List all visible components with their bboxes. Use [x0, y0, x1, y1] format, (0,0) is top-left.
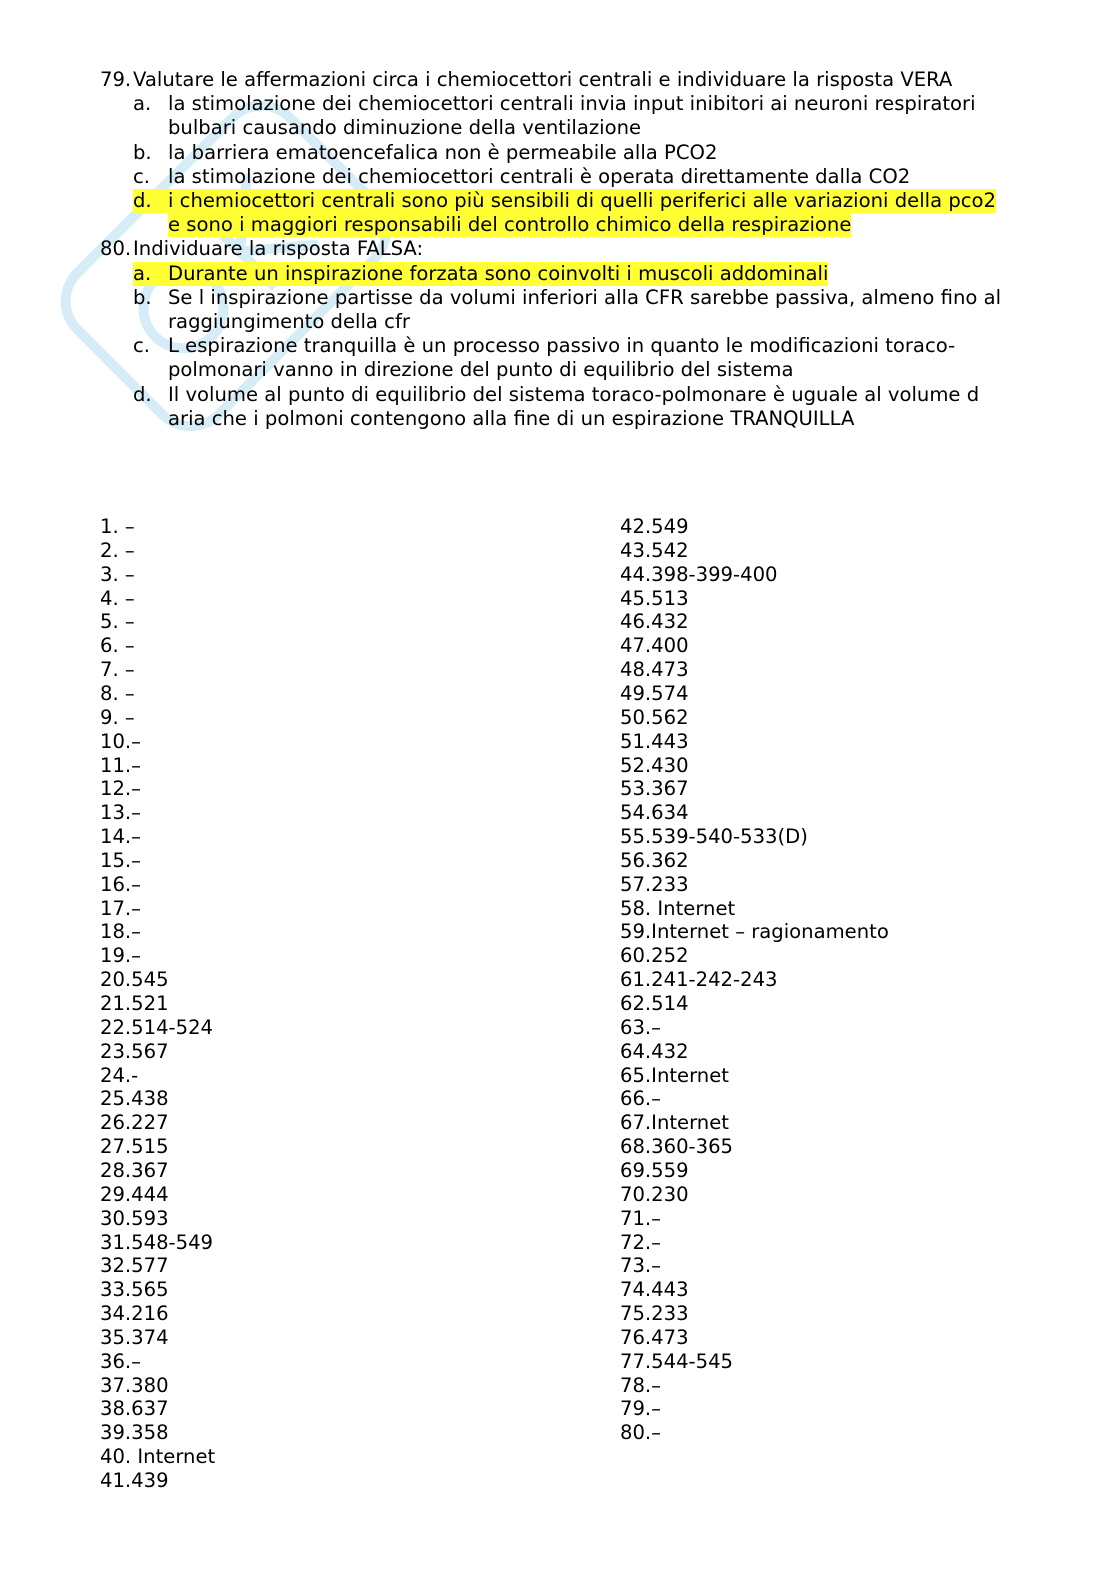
answer-item: 54.634: [620, 801, 689, 825]
option-text: Se l inspirazione partisse da volumi inferiori alla CFR sarebbe passiva, almeno fino al: [168, 285, 1002, 309]
answer-item: 35.374: [100, 1325, 169, 1349]
question-text: Individuare la risposta FALSA:: [133, 237, 424, 261]
option-text-highlighted: Durante un inspirazione forzata sono coinvolti i muscoli addominali: [168, 261, 829, 285]
answer-item: 31.548-549: [100, 1230, 214, 1254]
answer-item: 11.–: [100, 753, 141, 777]
answer-item: 48.473: [620, 658, 689, 682]
answer-item: 1. –: [100, 515, 135, 538]
answer-item: 38.637: [100, 1397, 169, 1421]
option-letter: c.: [133, 164, 151, 188]
answer-item: 79.–: [620, 1397, 661, 1421]
answer-item: 63.–: [620, 1015, 661, 1039]
answer-item: 7. –: [100, 658, 135, 682]
answer-item: 41.439: [100, 1469, 169, 1492]
answer-item: 70.230: [620, 1182, 689, 1206]
option-text-highlighted: i chemiocettori centrali sono più sensibili di quelli periferici alle variazioni della pco2: [168, 189, 996, 212]
option-letter: c.: [133, 334, 151, 358]
answer-item: 6. –: [100, 634, 135, 658]
option-text-highlighted: e sono i maggiori responsabili del controllo chimico della respirazione: [168, 213, 852, 237]
answer-item: 9. –: [100, 705, 135, 729]
answer-item: 28.367: [100, 1158, 169, 1182]
option-text: raggiungimento della cfr: [168, 310, 410, 333]
option-text: Il volume al punto di equilibrio del sistema toraco-polmonare è uguale al volume d: [168, 382, 980, 406]
answer-item: 29.444: [100, 1182, 169, 1206]
answer-item: 52.430: [620, 753, 689, 777]
answer-item: 71.–: [620, 1206, 661, 1230]
answer-item: 30.593: [100, 1206, 169, 1230]
option-text: polmonari vanno in direzione del punto di equilibrio del sistema: [168, 358, 794, 382]
answer-item: 13.–: [100, 801, 141, 825]
answer-item: 16.–: [100, 872, 141, 896]
answer-item: 17.–: [100, 896, 141, 920]
answer-item: 60.252: [620, 944, 689, 968]
answer-item: 59.Internet – ragionamento: [620, 920, 889, 944]
answer-item: 80.–: [620, 1421, 661, 1445]
option-text: la barriera ematoencefalica non è permeabile alla PCO2: [168, 140, 718, 164]
question-text: Valutare le affermazioni circa i chemiocettori centrali e individuare la risposta VERA: [133, 68, 953, 91]
answer-item: 23.567: [100, 1039, 169, 1063]
answer-item: 15.–: [100, 848, 141, 872]
answer-item: 68.360-365: [620, 1135, 734, 1159]
answer-item: 49.574: [620, 681, 689, 705]
option-text: bulbari causando diminuzione della ventilazione: [168, 116, 642, 140]
answer-item: 8. –: [100, 681, 135, 705]
answer-item: 24.-: [100, 1063, 139, 1087]
answer-item: 46.432: [620, 610, 689, 634]
answer-item: 12.–: [100, 777, 141, 801]
answer-item: 69.559: [620, 1158, 689, 1182]
answer-item: 39.358: [100, 1421, 169, 1445]
option-letter: d.: [133, 189, 169, 213]
answer-item: 67.Internet: [620, 1111, 729, 1135]
answer-item: 42.549: [620, 515, 689, 538]
answer-item: 34.216: [100, 1302, 169, 1326]
answer-item: 56.362: [620, 848, 689, 872]
option-letter: b.: [133, 140, 152, 164]
answer-item: 3. –: [100, 562, 135, 586]
answer-item: 74.443: [620, 1278, 689, 1302]
answer-item: 14.–: [100, 825, 141, 849]
option-text: la stimolazione dei chemiocettori centrali è operata direttamente dalla CO2: [168, 164, 911, 188]
answer-item: 78.–: [620, 1373, 661, 1397]
question-number: 80.: [100, 237, 132, 261]
answer-item: 44.398-399-400: [620, 562, 778, 586]
answer-item: 53.367: [620, 777, 689, 801]
answer-item: 2. –: [100, 538, 135, 562]
answer-item: 33.565: [100, 1278, 169, 1302]
answer-item: 36.–: [100, 1349, 141, 1373]
option-letter: d.: [133, 382, 152, 406]
option-text: L espirazione tranquilla è un processo passivo in quanto le modificazioni toraco-: [168, 334, 956, 358]
answer-item: 66.–: [620, 1087, 661, 1111]
question-number: 79.: [100, 68, 132, 91]
answer-item: 22.514-524: [100, 1015, 214, 1039]
answer-item: 26.227: [100, 1111, 169, 1135]
option-text: la stimolazione dei chemiocettori centrali invia input inibitori ai neuroni respiratori: [168, 92, 976, 116]
option-text: aria che i polmoni contengono alla fine di un espirazione TRANQUILLA: [168, 406, 855, 430]
answer-item: 76.473: [620, 1325, 689, 1349]
answer-item: 64.432: [620, 1039, 689, 1063]
answer-item: 27.515: [100, 1135, 169, 1159]
answer-item: 65.Internet: [620, 1063, 729, 1087]
answer-item: 61.241-242-243: [620, 968, 778, 992]
answer-item: 37.380: [100, 1373, 169, 1397]
answer-item: 57.233: [620, 872, 689, 896]
answer-item: 40. Internet: [100, 1445, 216, 1469]
answer-item: 51.443: [620, 729, 689, 753]
answer-item: 19.–: [100, 944, 141, 968]
option-letter: a.: [133, 262, 169, 286]
answer-item: 25.438: [100, 1087, 169, 1111]
answer-item: 73.–: [620, 1254, 661, 1278]
answer-item: 62.514: [620, 992, 689, 1015]
answer-item: 5. –: [100, 610, 135, 634]
answer-item: 58. Internet: [620, 896, 736, 920]
answer-item: 47.400: [620, 634, 689, 658]
answer-item: 55.539-540-533(D): [620, 825, 808, 849]
option-letter: b.: [133, 285, 152, 309]
answer-item: 77.544-545: [620, 1349, 734, 1373]
answer-item: 50.562: [620, 705, 689, 729]
answer-item: 18.–: [100, 920, 141, 944]
answer-item: 20.545: [100, 968, 169, 992]
answer-item: 21.521: [100, 992, 169, 1015]
option-letter: a.: [133, 92, 152, 116]
answer-item: 10.–: [100, 729, 141, 753]
answer-item: 32.577: [100, 1254, 169, 1278]
answer-item: 45.513: [620, 586, 689, 610]
answer-item: 43.542: [620, 538, 689, 562]
answer-item: 75.233: [620, 1302, 689, 1326]
answer-item: 72.–: [620, 1230, 661, 1254]
answer-item: 4. –: [100, 586, 135, 610]
